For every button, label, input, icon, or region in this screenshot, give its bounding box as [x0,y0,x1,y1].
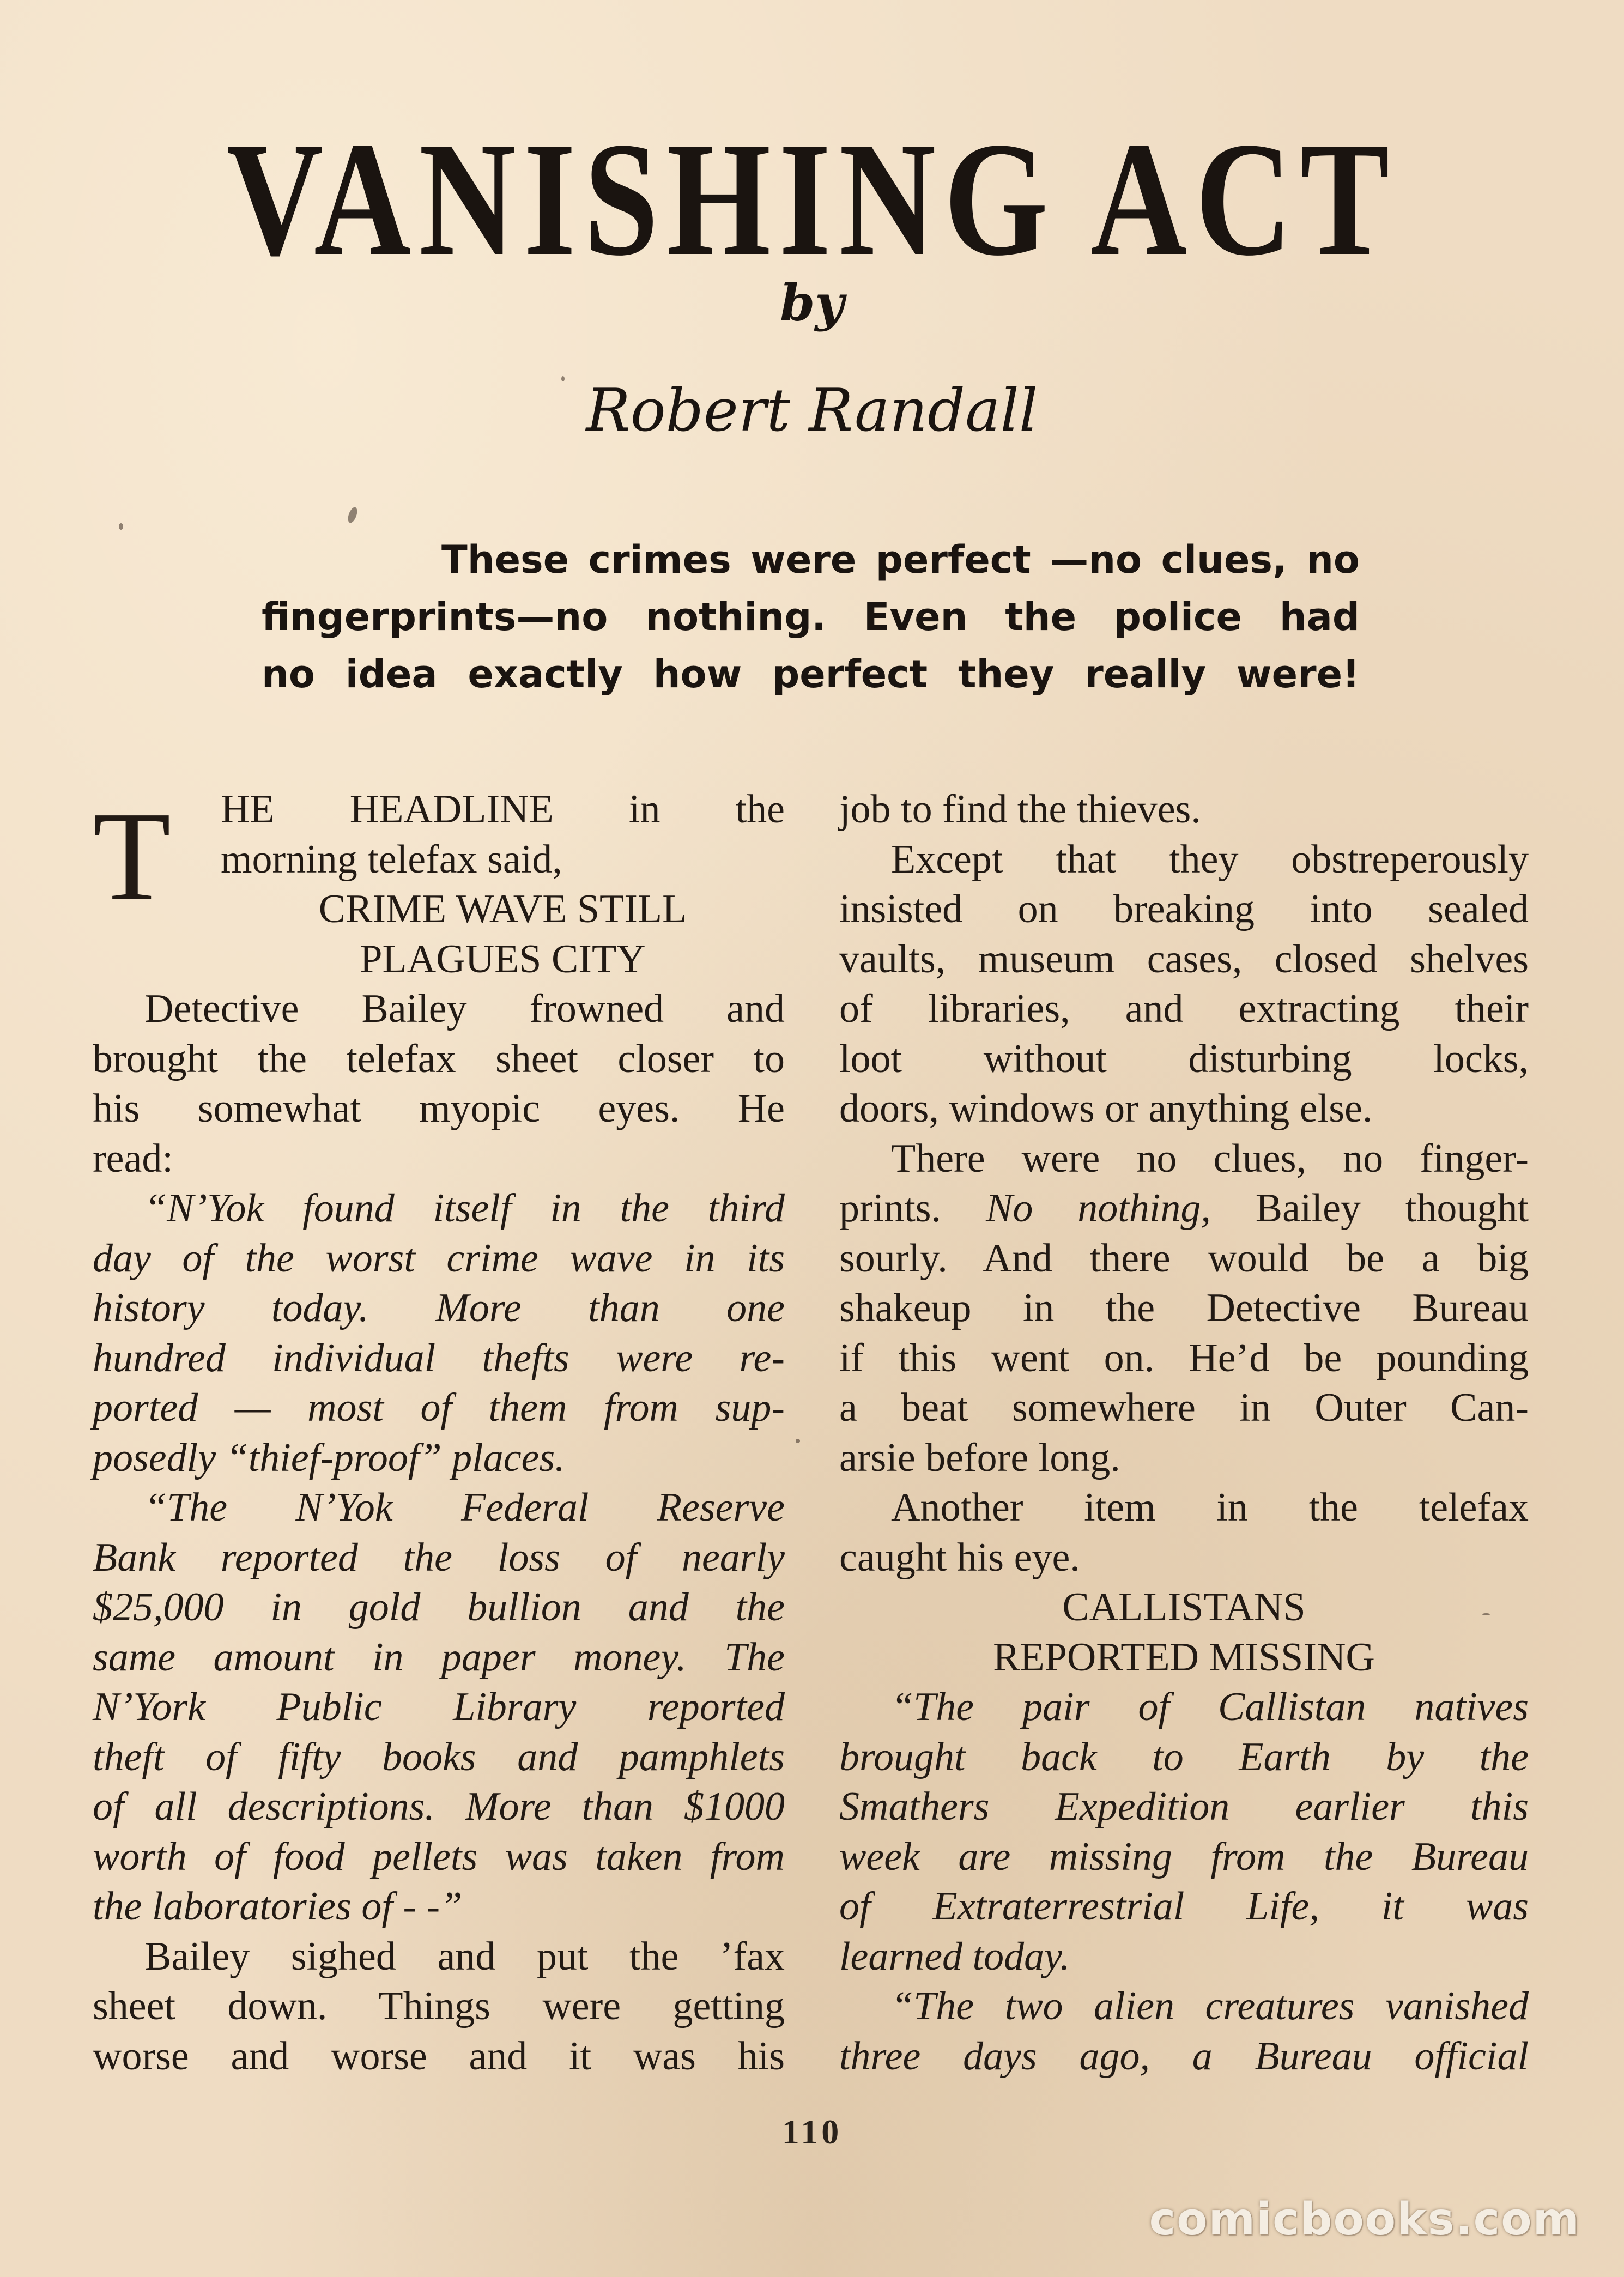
text-line: read: [93,1136,173,1181]
text-line: N’York Public Library reported [93,1685,785,1729]
story-title: VANISHING ACT [226,108,1398,289]
headline-line: CRIME WAVE STILL [318,887,687,931]
text-line: sheet down. Things were getting [93,1984,785,2028]
text-line: a beat somewhere in Outer Can- [839,1385,1529,1430]
print-speck [119,523,123,530]
text-line: theft of fifty books and pamphlets [93,1734,785,1779]
headline-line: PLAGUES CITY [360,936,646,982]
watermark: comicbooks.com [1149,2194,1580,2245]
text-line: history today. More than one [93,1286,785,1330]
blurb-line: no idea exactly how perfect they really were! [262,652,1360,697]
print-speck [1482,1613,1490,1615]
text-line: doors, windows or anything else. [839,1086,1373,1131]
text-line: “N’Yok found itself in the third [144,1186,785,1231]
text-line: week are missing from the Bureau [839,1834,1529,1879]
text-line: posedly “thief-proof” places. [93,1435,565,1480]
page-number: 110 [781,2112,843,2151]
print-speck [561,376,565,381]
author-name: Robert Randall [586,377,1038,445]
text-line: HE HEADLINE in the [221,787,785,832]
text-line: of Extraterrestrial Life, it was [839,1884,1529,1929]
print-speck [346,506,359,524]
text-line: three days ago, a Bureau official [839,2033,1529,2079]
byline: by [780,274,844,332]
text-line: Detective Bailey frowned and [144,986,785,1031]
text-line: worth of food pellets was taken from [93,1834,785,1879]
text-line: insisted on breaking into sealed [839,887,1529,931]
text-line: of libraries, and extracting their [839,986,1529,1031]
text-column-left [93,785,785,2081]
text-line: brought the telefax sheet closer to [93,1036,785,1081]
blurb-line: These crimes were perfect —no clues, no [441,537,1360,582]
text-line: job to find the thieves. [839,787,1201,832]
text-line: ported — most of them from sup- [93,1385,785,1430]
text-line: Except that they obstreperously [891,837,1529,882]
text-line: morning telefax said, [221,837,562,882]
text-line: worse and worse and it was his [93,2033,785,2079]
text-line: his somewhat myopic eyes. He [93,1086,785,1131]
text-run: prints. [839,1186,942,1231]
text-line: Bank reported the loss of nearly [93,1535,785,1580]
text-line: learned today. [839,1934,1070,1979]
story-blurb [262,531,1360,703]
text-column-right [839,785,1529,2081]
text-line: loot without disturbing locks, [839,1036,1529,1081]
text-line: Bailey sighed and put the ’fax [144,1934,785,1979]
text-line: the laboratories of - -” [93,1884,463,1929]
text-line: if this went on. He’d be pounding [839,1335,1529,1380]
text-line: “The N’Yok Federal Reserve [144,1485,785,1530]
emphasis-run: No nothing, [985,1186,1211,1231]
text-line-mixed [839,1184,1529,1234]
text-line: hundred individual thefts were re- [93,1335,785,1380]
text-line: There were no clues, no finger- [891,1136,1529,1181]
text-line: of all descriptions. More than $1000 [93,1784,785,1829]
text-line: caught his eye. [839,1535,1080,1580]
text-line: Another item in the telefax [891,1485,1529,1530]
print-speck [796,1439,800,1443]
text-line: “The pair of Callistan natives [891,1685,1529,1729]
text-line: “The two alien creatures vanished [891,1984,1529,2028]
text-line: $25,000 in gold bullion and the [93,1585,785,1630]
headline-line: CALLISTANS [1062,1585,1306,1630]
text-line: brought back to Earth by the [839,1734,1529,1779]
text-line: day of the worst crime wave in its [93,1236,785,1281]
text-line: sourly. And there would be a big [839,1236,1529,1281]
text-line: vaults, museum cases, closed shelves [839,936,1529,982]
headline-line: REPORTED MISSING [993,1634,1375,1680]
blurb-line: fingerprints—no nothing. Even the police had [262,595,1360,639]
drop-cap: T [93,785,171,927]
text-line: Smathers Expedition earlier this [839,1784,1529,1829]
text-line: arsie before long. [839,1435,1120,1480]
text-line: shakeup in the Detective Bureau [839,1286,1529,1330]
text-line: same amount in paper money. The [93,1634,785,1680]
text-run: Bailey thought [1255,1186,1529,1231]
